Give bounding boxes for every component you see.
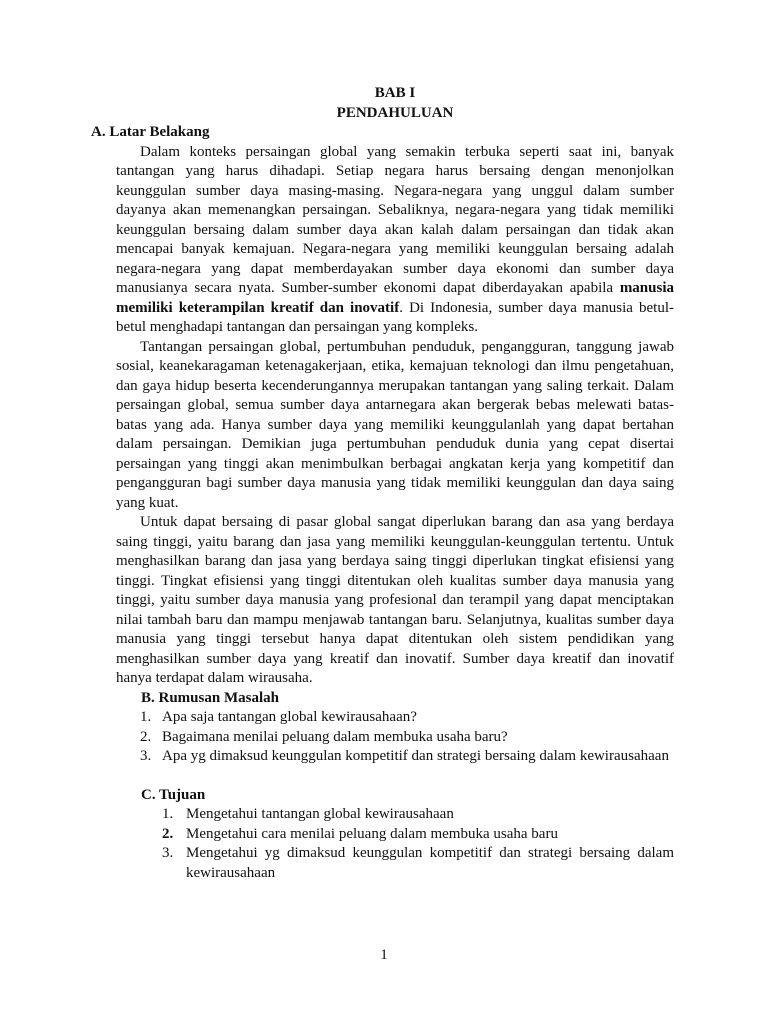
list-item-text: Mengetahui tantangan global kewirausahaan xyxy=(186,806,454,822)
section-b-heading: B. Rumusan Masalah xyxy=(141,689,279,706)
page-number: 1 xyxy=(380,947,388,963)
chapter-title: PENDAHULUAN xyxy=(336,104,454,121)
chapter-label: BAB I xyxy=(374,85,416,101)
list-item-number: 2. xyxy=(140,728,152,745)
rumusan-list xyxy=(116,708,674,767)
list-item xyxy=(116,747,674,767)
list-item-text: Mengetahui yg dimaksud keunggulan kompetitif dan strategi bersaing dalam kewirausahaan xyxy=(186,845,674,881)
section-c-heading: C. Tujuan xyxy=(141,786,206,803)
paragraph-3: Untuk dapat bersaing di pasar global sangat diperlukan barang dan asa yang berdaya saing tinggi, yaitu barang dan jasa yang memiliki keunggulan-keunggulan tertentu. Untuk menghasilkan barang dan jasa yang berdaya saing tinggi diperlukan tingkat efisiensi yang tinggi. Tingkat efisiensi yang tinggi ditentukan oleh kualitas sumber daya manusia yang tinggi, yaitu sumber daya manusia yang profesional dan terampil yang dapat menciptakan nilai tambah baru dan mampu menjawab tantangan baru. Selanjutnya, kualitas sumber daya manusia yang tinggi tersebut hanya dapat ditentukan oleh sistem pendidikan yang menghasilkan sumber daya yang kreatif dan inovatif. Sumber daya kreatif dan inovatif hanya terdapat dalam wirausaha. xyxy=(116,514,674,686)
paragraph-1 xyxy=(116,143,674,338)
section-a-heading: A. Latar Belakang xyxy=(91,124,210,140)
paragraph-1-bold: manusia memiliki keterampilan kreatif dan inovatif xyxy=(116,280,674,316)
paragraph-1-text: Dalam konteks persaingan global yang semakin terbuka seperti saat ini, banyak tantangan yang harus dihadapi. Setiap negara harus bersaing dengan menonjolkan keunggulan sumber daya masing-masing. Negara-negara yang unggul dalam sumber dayanya akan memenangkan persaingan. Sebaliknya, negara-negara yang tidak memiliki keunggulan bersaing dalam sumber daya akan kalah dalam persaingan dan tidak akan mencapai banyak kemajuan. Negara-negara yang memiliki keunggulan bersaing adalah negara-negara yang dapat memberdayakan sumber daya ekonomi dan sumber daya manusianya secara nyata. Sumber-sumber ekonomi dapat diberdayakan apabila xyxy=(116,143,674,296)
list-item xyxy=(116,708,674,728)
list-item-text: Apa yg dimaksud keunggulan kompetitif dan strategi bersaing dalam kewirausahaan xyxy=(162,748,669,764)
list-item xyxy=(116,805,674,825)
list-item xyxy=(116,825,674,845)
tujuan-list xyxy=(116,805,674,883)
spacer xyxy=(116,767,674,786)
list-item-number: 1. xyxy=(140,709,152,725)
paragraph-1-tail: . Di Indonesia, sumber daya manusia betul-betul menghadapi tantangan dan persaingan yang kompleks. xyxy=(116,299,675,335)
list-item-number: 2. xyxy=(162,825,174,842)
list-item-text: Bagaimana menilai peluang dalam membuka usaha baru? xyxy=(162,728,508,745)
list-item-text: Apa saja tantangan global kewirausahaan? xyxy=(162,709,417,725)
list-item xyxy=(116,844,674,883)
list-item xyxy=(116,728,674,748)
list-item-text: Mengetahui cara menilai peluang dalam membuka usaha baru xyxy=(186,825,558,842)
list-item-number: 1. xyxy=(162,806,174,822)
list-item-number: 3. xyxy=(140,748,152,764)
list-item-number: 3. xyxy=(162,845,174,861)
page-content xyxy=(91,84,675,883)
paragraph-2: Tantangan persaingan global, pertumbuhan penduduk, pengangguran, tanggung jawab sosial, keanekaragaman ketenagakerjaan, etika, kemajuan teknologi dan ilmu pengetahuan, dan gaya hidup beserta kecenderungannya merupakan tantangan yang saling terkait. Dalam persaingan global, semua sumber daya antarnegara akan bergerak bebas melewati batas-batas yang ada. Hanya sumber daya yang memiliki keunggulanlah yang dapat bertahan dalam persaingan. Demikian juga pertumbuhan penduduk dunia yang cepat disertai persaingan yang tinggi akan menimbulkan berbagai angkatan kerja yang kompetitif dan pengangguran bagi sumber daya manusia yang tidak memiliki keunggulan dan daya saing yang kuat. xyxy=(116,338,674,511)
